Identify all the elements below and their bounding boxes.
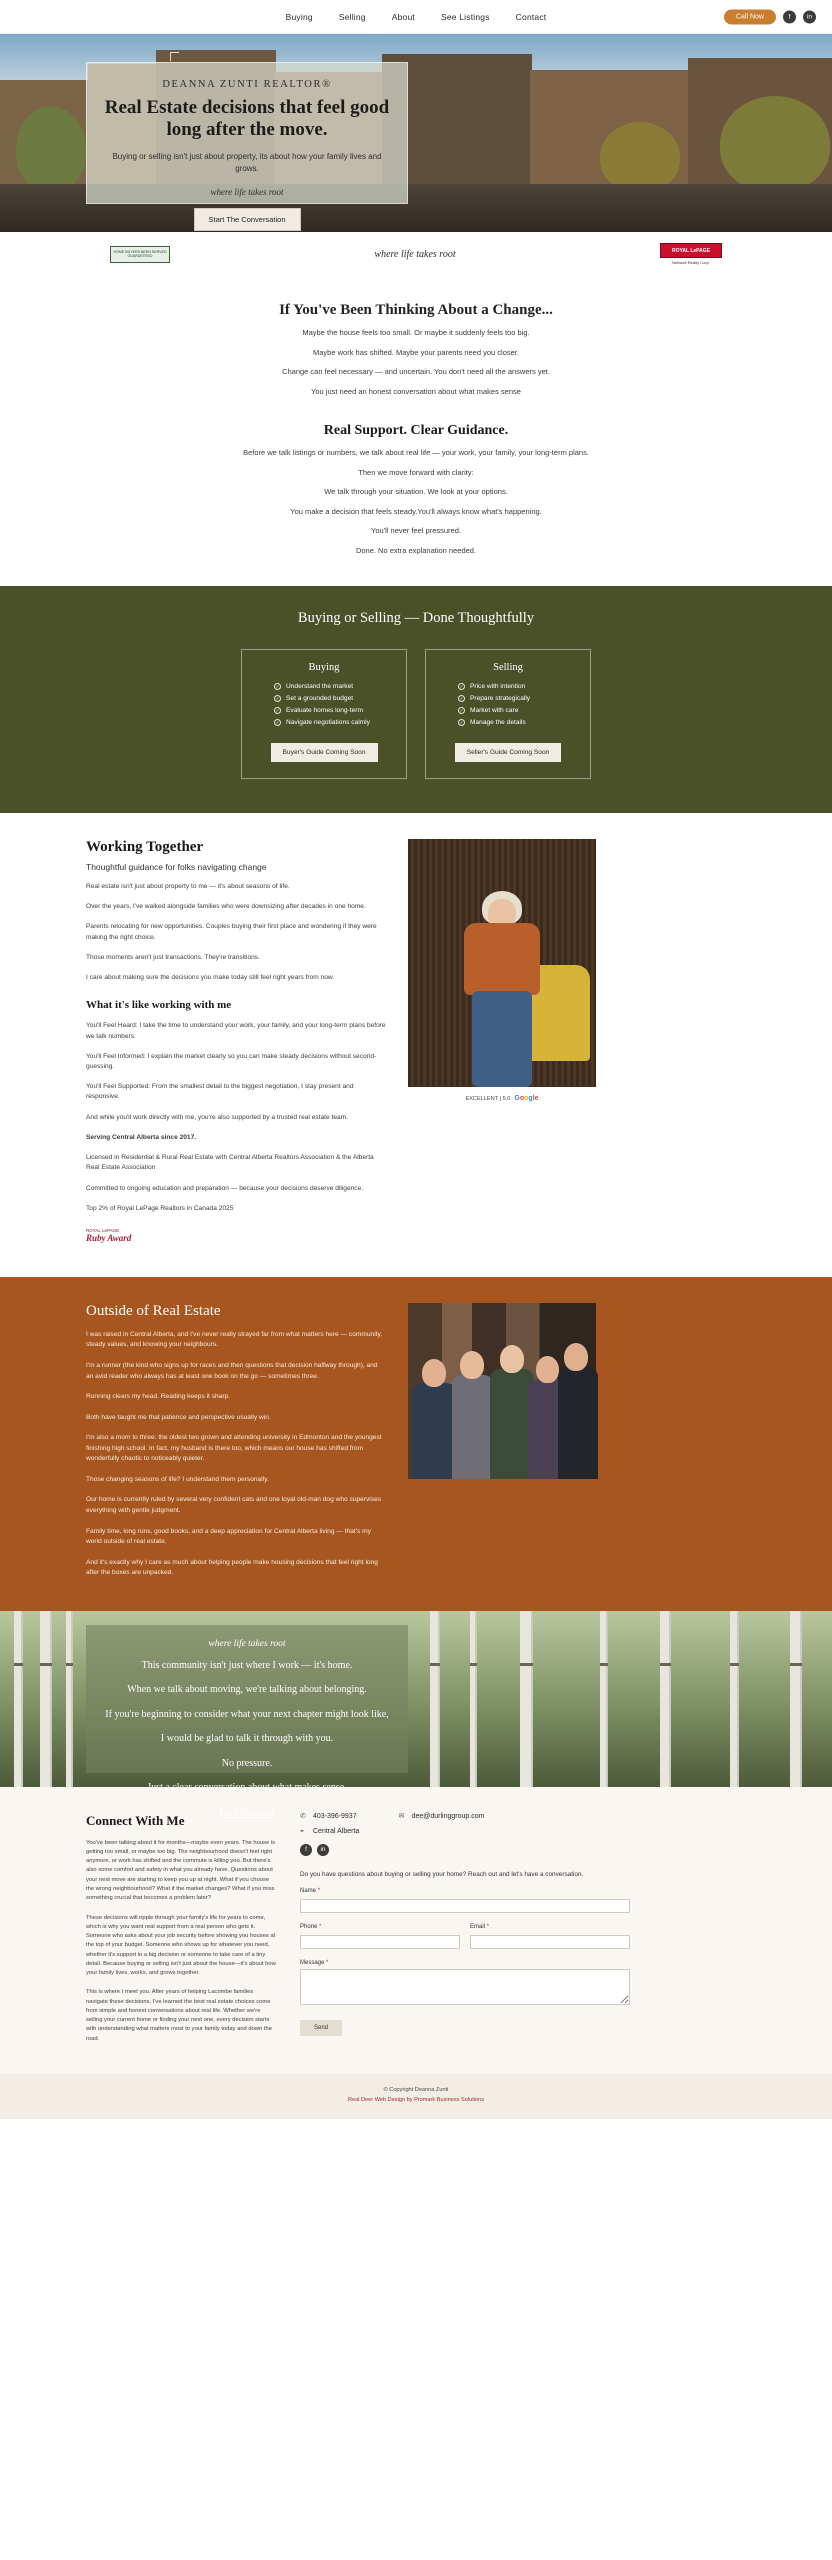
top-navigation: [0, 0, 832, 34]
work-paragraph-2: Over the years, I've walked alongside families who were downsizing after decades in one home.: [86, 903, 366, 911]
change-line-4: You just need an honest conversation about what makes sense: [311, 386, 521, 396]
nav-item-about[interactable]: About: [391, 11, 415, 22]
working-together-heading: Working Together: [86, 839, 204, 855]
forest-line-4: I would be glad to talk it through with you.: [160, 1733, 334, 1745]
support-line-5: You'll never feel pressured.: [371, 526, 461, 535]
selling-item-1: ✓ Price with intention: [459, 683, 526, 690]
forest-line-5: No pressure.: [221, 1757, 273, 1769]
thinking-about-change-section: [0, 276, 832, 586]
facebook-icon[interactable]: f: [783, 10, 796, 23]
work-paragraph-5: I care about making sure the decisions you make today still feel right years from now.: [86, 974, 335, 982]
change-heading: If You've Been Thinking About a Change...: [279, 302, 553, 318]
change-line-1: Maybe the house feels too small. Or maybe it suddenly feels too big.: [302, 328, 530, 337]
outside-paragraph-4: Both have taught me that patience and perspective usually win.: [86, 1413, 271, 1421]
selling-item-2: ✓ Prepare strategically: [459, 695, 531, 702]
buying-item-4: ✓ Navigate negotiations calmly: [275, 719, 370, 726]
email-label: Email *: [470, 1924, 490, 1931]
hero-kicker: DEANNA ZUNTI REALTOR®: [162, 79, 332, 90]
work-paragraph-3: Parents relocating for new opportunities. Couples buying their first place and wondering if they were making the right choice.: [86, 923, 377, 941]
change-line-3: Change can feel necessary — and uncertain. You don't need all the answers yet.: [282, 367, 550, 376]
connect-section: [0, 1787, 832, 2074]
sellers-guide-button[interactable]: Seller's Guide Coming Soon: [455, 743, 562, 762]
buying-selling-section: [0, 586, 832, 813]
ruby-award-logo: [86, 1228, 156, 1243]
google-logo: Google: [514, 1095, 539, 1102]
start-conversation-button[interactable]: Start The Conversation: [194, 208, 301, 231]
outside-real-estate-section: [0, 1277, 832, 1611]
phone-contact[interactable]: [300, 1813, 357, 1821]
olive-heading: Buying or Selling — Done Thoughtfully: [297, 610, 535, 626]
credential-2: Committed to ongoing education and preparation — because your decisions deserve diligence.: [86, 1184, 364, 1192]
facebook-icon[interactable]: f: [300, 1844, 312, 1856]
name-input[interactable]: [300, 1899, 630, 1913]
nav-actions: [724, 9, 816, 24]
outside-paragraph-1: I was raised in Central Alberta, and I've never really strayed far from what matters here — community, steady values, and knowing your neighbours.: [86, 1330, 383, 1349]
guarantee-badge: HOME BUYERS BEEN SERVED GUARANTEED: [110, 246, 170, 263]
check-icon: ✓: [275, 695, 280, 701]
selling-card-title: Selling: [493, 662, 523, 673]
hero-overlay-card: [86, 62, 408, 224]
connect-paragraph-3: This is where I meet you. After years of helping Lacombe families navigate these decisions, I've learned the best real estate choices come from simple and honest conversations about real life. Whether we're selling your current home or finding your next one, every decision starts with understanding what matters most to your family today and down the road.: [86, 1989, 272, 2042]
buying-card-title: Buying: [308, 662, 340, 673]
connect-heading: Connect With Me: [86, 1812, 185, 1828]
linkedin-icon[interactable]: in: [803, 10, 816, 23]
working-together-section: [0, 813, 832, 1277]
what-its-like-heading: What it's like working with me: [86, 999, 232, 1012]
check-icon: ✓: [459, 707, 464, 713]
hero-section: [0, 34, 832, 232]
selling-item-4: ✓ Manage the details: [459, 719, 526, 726]
brand-tagline-script: where life takes root: [374, 248, 456, 260]
nav-item-see-listings[interactable]: See Listings: [440, 11, 490, 22]
working-together-lead: Thoughtful guidance for folks navigating change: [86, 862, 267, 872]
outside-media: [408, 1303, 596, 1579]
location-contact: [300, 1828, 359, 1836]
connect-paragraph-1: You've been talking about it for months—maybe even years. The house is getting too small, or maybe too big. The neighbourhood doesn't feel right anymore, or work has shifted and the commute is killing you. But there's also some comfort and safety in what you already have. Questions about your next move are starting to keep you up at night. What if you choose the wrong neighbourhood? What if the market changes? What if you miss something crucial that becomes a problem later?: [86, 1839, 275, 1902]
buying-item-3: ✓ Evaluate homes long-term: [275, 707, 363, 714]
message-textarea[interactable]: [300, 1969, 630, 2005]
outside-text: [86, 1303, 386, 1579]
work-paragraph-4: Those moments aren't just transactions. They're transitions.: [86, 953, 260, 961]
forest-line-2: When we talk about moving, we're talking about belonging.: [127, 1684, 367, 1696]
phone-icon: ✆: [300, 1812, 306, 1820]
phone-number: 403-396-9937: [313, 1813, 357, 1821]
message-label: Message *: [300, 1960, 329, 1967]
nav-item-contact[interactable]: Contact: [515, 11, 547, 22]
support-line-2: Then we move forward with clarity:: [358, 467, 474, 477]
support-line-3: We talk through your situation. We look at your options.: [324, 487, 508, 496]
forest-line-6: Just a clear conversation about what makes sense.: [147, 1782, 347, 1794]
forest-line-1: This community isn't just where I work — it's home.: [141, 1659, 353, 1671]
phone-input[interactable]: [300, 1935, 460, 1949]
award-name: Ruby Award: [86, 1232, 132, 1243]
support-line-6: Done. No extra explanation needed.: [355, 545, 477, 555]
family-group-photo: [408, 1303, 596, 1479]
award-brand: ROYAL LePAGE: [86, 1227, 120, 1233]
hero-crosshair-mark: [170, 52, 179, 61]
outside-paragraph-3: Running clears my head. Reading keeps it sharp.: [86, 1393, 231, 1401]
lets-connect-link[interactable]: Let's Connect: [219, 1807, 275, 1819]
name-label: Name *: [300, 1888, 321, 1895]
credit-text: Real Deer Web Design by Promark Business Solutions: [347, 2096, 485, 2103]
connect-copy: [86, 1813, 276, 2044]
phone-label: Phone *: [300, 1924, 322, 1931]
location-details: [300, 1828, 630, 1836]
contact-details: [300, 1813, 630, 1821]
real-support-section: [0, 423, 832, 556]
outside-paragraph-6: Those changing seasons of life? I understand them personally.: [86, 1475, 269, 1483]
selling-item-3: ✓ Market with care: [459, 707, 519, 714]
royal-lepage-subtitle: Network Realty Corp.: [671, 260, 710, 265]
working-together-text: [86, 839, 386, 1243]
selling-card: [425, 649, 591, 779]
check-icon: ✓: [275, 707, 280, 713]
google-review-badge: [408, 1095, 596, 1102]
royal-lepage-logo: [660, 243, 722, 265]
working-together-media: [408, 839, 596, 1243]
realtor-portrait-photo: [408, 839, 596, 1087]
work-sub-4: And while you'll work directly with me, you're also supported by a trusted real estate team.: [86, 1113, 348, 1121]
buying-item-2: ✓ Set a grounded budget: [275, 695, 354, 702]
support-heading: Real Support. Clear Guidance.: [323, 423, 509, 438]
email-address: dee@durlinggroup.com: [411, 1813, 485, 1821]
connect-paragraph-2: These decisions will ripple through your family's life for years to come, which is why you want real support from a real person who gets it. Someone who asks about your job security before showing you houses at the top of your budget. Someone who shows up for whatever you need, whether it's support in a big decision or someone to take care of a tiny detail. Because buying or selling isn't just about the house—it's about how your family lives, works, and grows together.: [86, 1914, 276, 1977]
form-intro-text: Do you have questions about buying or selling your home? Reach out and let's have a conversation.: [300, 1870, 584, 1878]
support-line-1: Before we talk listings or numbers, we talk about real life — your work, your family, your long-term plans.: [243, 448, 589, 457]
outside-paragraph-8: Family time, long runs, good books, and a deep appreciation for Central Alberta living — that's my world outside of real estate.: [86, 1527, 371, 1546]
buyers-guide-button[interactable]: Buyer's Guide Coming Soon: [271, 743, 378, 762]
call-now-button[interactable]: Call Now: [724, 9, 776, 24]
forest-line-3: If you're beginning to consider what your next chapter might look like,: [105, 1708, 389, 1720]
check-icon: ✓: [459, 719, 464, 725]
credential-1: Licensed in Residential & Rural Real Estate with Central Alberta Realtors Association & the Alberta Real Estate Association: [86, 1154, 374, 1172]
envelope-icon: ✉: [398, 1812, 405, 1820]
map-pin-icon: ⌖: [300, 1827, 304, 1835]
support-line-4: You make a decision that feels steady.You'll always know what's happening.: [290, 506, 542, 516]
buying-item-1: ✓ Understand the market: [275, 683, 354, 690]
outside-paragraph-2: I'm a runner (the kind who signs up for races and then questions that decision halfway through), and an avid reader who always has at least one book on the go — sometimes three.: [86, 1362, 378, 1380]
work-sub-3: You'll Feel Supported: From the smallest detail to the biggest negotiation, I stay present and responsive.: [86, 1083, 354, 1101]
footer: [0, 2074, 832, 2119]
hero-title: Real Estate decisions that feel good long after the move.: [104, 97, 390, 141]
credentials-title: Serving Central Alberta since 2017.: [86, 1133, 197, 1141]
guide-cards: [0, 649, 832, 779]
outside-paragraph-9: And it's exactly why I care as much about helping people make housing decisions that feel right long after the boxes are unpacked.: [86, 1558, 378, 1577]
work-paragraph-1: Real estate isn't just about property to me — it's about seasons of life.: [86, 883, 290, 890]
email-contact[interactable]: [399, 1813, 485, 1821]
royal-lepage-name: ROYAL LePAGE: [672, 247, 710, 254]
review-rating-text: EXCELLENT | 5.0: [465, 1095, 511, 1102]
outside-paragraph-7: Our home is currently ruled by several very confident cats and one loyal old-man dog who supervises everything with gentle judgment.: [86, 1496, 382, 1514]
location-text: Central Alberta: [313, 1828, 360, 1836]
copyright-text: © Copyright Deanna Zunti: [383, 2087, 449, 2093]
contact-form-area: [300, 1813, 630, 2044]
work-sub-2: You'll Feel Informed: I explain the market clearly so you can make steady decisions without second-guessing.: [86, 1052, 377, 1070]
work-sub-1: You'll Feel Heard: I take the time to understand your work, your family, and your long-term plans before we talk numbers.: [86, 1022, 386, 1040]
hero-tagline-script: where life takes root: [210, 186, 284, 197]
check-icon: ✓: [459, 695, 464, 701]
outside-paragraph-5: I'm also a mom to three: the oldest two grown and attending university in Edmonton and the youngest finishing high school. In fact, my husband is there too, which means our house has shifted from wonderfully chaotic to noticeably quieter.: [86, 1434, 382, 1463]
logo-strip: [0, 232, 832, 276]
change-line-2: Maybe work has shifted. Maybe your parents need you closer.: [313, 347, 519, 357]
linkedin-icon[interactable]: in: [317, 1844, 329, 1856]
connect-socials: [300, 1844, 630, 1856]
send-button[interactable]: Send: [300, 2020, 342, 2036]
check-icon: ✓: [275, 719, 280, 725]
outside-heading: Outside of Real Estate: [86, 1302, 221, 1319]
check-icon: ✓: [275, 683, 280, 689]
credential-3: Top 2% of Royal LePage Realtors in Canada 2025: [86, 1204, 234, 1212]
nav-links: [286, 12, 547, 22]
email-input[interactable]: [470, 1935, 630, 1949]
check-icon: ✓: [459, 683, 464, 689]
nav-item-buying[interactable]: Buying: [285, 11, 313, 22]
nav-item-selling[interactable]: Selling: [338, 11, 366, 22]
buying-card: [241, 649, 407, 779]
hero-subtitle: Buying or selling isn't just about property, its about how your family lives and grows.: [112, 151, 382, 173]
forest-script-tagline: where life takes root: [208, 1638, 286, 1649]
